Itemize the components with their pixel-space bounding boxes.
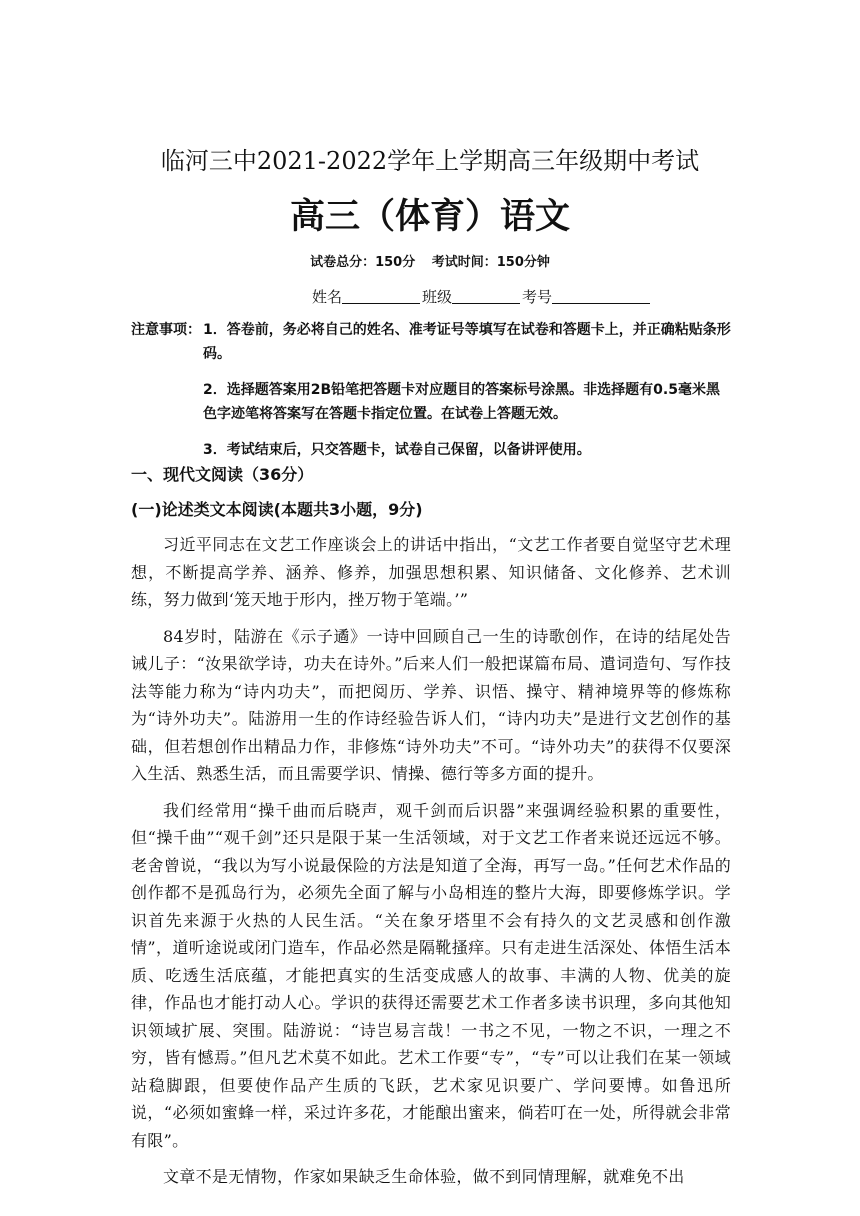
subsection-heading-argumentative: (一)论述类文本阅读(本题共3小题，9分) bbox=[131, 500, 423, 519]
name-label: 姓名 bbox=[312, 288, 343, 306]
class-label: 班级 bbox=[422, 288, 453, 306]
passage-paragraph-3: 我们经常用“操千曲而后晓声，观千剑而后识器”来强调经验积累的重要性，但“操千曲”“观千剑”还只是限于某一生活领域，对于文艺工作者来说还远远不够。老舍曾说，“我以为写小说最保险的方法是知道了全海，再写一岛。”任何艺术作品的创作都不是孤岛行为，必须先全面了解与小岛相连的整片大海，即要修炼学识。学识首先来源于火热的人民生活。“关在象牙塔里不会有持久的文艺灵感和创作激情”，道听途说或闭门造车，作品必然是隔靴搔痒。只有走进生活深处、体悟生活本质、吃透生活底蕴，才能把真实的生活变成感人的故事、丰满的人物、优美的旋律，作品也才能打动人心。学识的获得还需要艺术工作者多读书识理，多向其他知识领域扩展、突围。陆游说：“诗岂易言哉！一书之不见，一物之不识，一理之不穷，皆有憾焉。”但凡艺术莫不如此。艺术工作要“专”，“专”可以让我们在某一领域站稳脚跟，但要使作品产生质的飞跃，艺术家见识要广、学问要博。如鲁迅所说，“必须如蜜蜂一样，采过许多花，才能酿出蜜来，倘若叮在一处，所得就会非常有限”。 bbox=[131, 800, 731, 1150]
exam-info bbox=[0, 254, 860, 272]
notice-item-1: 1．答卷前，务必将自己的姓名、准考证号等填写在试卷和答题卡上，并正确粘贴条形码。 bbox=[203, 322, 731, 362]
student-info-fields bbox=[312, 285, 652, 309]
total-score: 试卷总分：150分 bbox=[310, 255, 416, 270]
notice-block bbox=[131, 318, 731, 474]
passage-paragraph-1: 习近平同志在文艺工作座谈会上的讲话中指出，“文艺工作者要自觉坚守艺术理想，不断提高学养、涵养、修养，加强思想积累、知识储备、文化修养、艺术训练，努力做到‘笼天地于形内，挫万物于笔端。’” bbox=[131, 535, 731, 609]
class-blank bbox=[452, 287, 520, 304]
notice-label: 注意事项： bbox=[131, 322, 201, 338]
notice-item-3: 3．考试结束后，只交答题卡，试卷自己保留，以备讲评使用。 bbox=[203, 442, 591, 458]
exam-time: 考试时间：150分钟 bbox=[431, 255, 550, 270]
subject-title: 高三（体育）语文 bbox=[289, 196, 570, 237]
exam-no-blank bbox=[552, 287, 650, 304]
reading-passage bbox=[131, 531, 731, 1200]
exam-no-label: 考号 bbox=[522, 288, 553, 306]
school-exam-title: 临河三中2021-2022学年上学期高三年级期中考试 bbox=[160, 147, 700, 175]
passage-paragraph-4: 文章不是无情物，作家如果缺乏生命体验，做不到同情理解，就难免不出 bbox=[163, 1167, 685, 1186]
notice-item-2: 2．选择题答案用2B铅笔把答题卡对应题目的答案标号涂黑。非选择题有0.5毫米黑色字迹笔将答案写在答题卡指定位置。在试卷上答题无效。 bbox=[203, 382, 720, 422]
passage-paragraph-2: 84岁时，陆游在《示子遹》一诗中回顾自己一生的诗歌创作，在诗的结尾处告诫儿子：“汝果欲学诗，功夫在诗外。”后来人们一般把谋篇布局、遣词造句、写作技法等能力称为“诗内功夫”，而把阅历、学养、识悟、操守、精神境界等的修炼称为“诗外功夫”。陆游用一生的作诗经验告诉人们，“诗内功夫”是进行文艺创作的基础，但若想创作出精品力作，非修炼“诗外功夫”不可。“诗外功夫”的获得不仅要深入生活、熟悉生活，而且需要学识、情操、德行等多方面的提升。 bbox=[131, 626, 731, 783]
section-heading-modern-reading: 一、现代文阅读（36分） bbox=[131, 465, 314, 484]
name-blank bbox=[342, 287, 420, 304]
